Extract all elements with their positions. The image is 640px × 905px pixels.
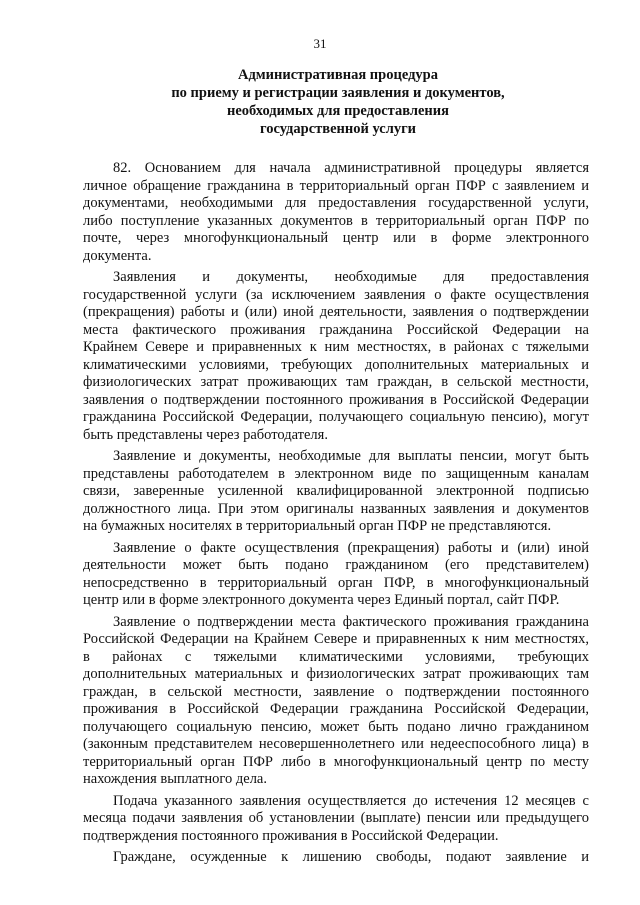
paragraph-line: Заявление о подтверждении места фактического проживания гражданина <box>113 613 589 630</box>
paragraph-line: (законным представителем несовершеннолетнего или недееспособного лица) в <box>83 736 589 752</box>
paragraph-line: 82. Основанием для начала административной процедуры является <box>113 160 589 176</box>
paragraph <box>83 793 589 846</box>
paragraph-line: заявления о подтверждении постоянного проживания в Российской Федерации <box>83 391 589 408</box>
paragraph-line: Подача указанного заявления осуществляется до истечения 12 месяцев с <box>113 792 589 809</box>
paragraph <box>83 614 589 789</box>
paragraph-line: на бумажных носителях в территориальный орган ПФР не представляются. <box>83 518 552 534</box>
title-line: Административная процедура <box>238 67 438 83</box>
paragraph-line: Заявление о факте осуществления (прекращения) работы и (или) иной <box>113 539 589 556</box>
paragraph-line: Крайнем Севере и приравненных к ним местностях, в районах с тяжелыми <box>83 339 589 355</box>
page-number: 31 <box>313 36 327 51</box>
paragraph-line: документа. <box>83 247 152 264</box>
paragraph-line: территориальный орган ПФР либо в многофункциональный центр по месту <box>83 753 589 770</box>
paragraph-line: граждан, в сельской местности, заявление о подтверждении постоянного <box>83 683 589 700</box>
paragraph-line: деятельности может быть подано гражданином (его представителем) <box>83 557 589 573</box>
paragraph-line: либо поступление указанных документов в территориальный орган ПФР по <box>83 212 589 229</box>
paragraph-line: нахождения выплатного дела. <box>83 771 267 787</box>
paragraph-line: подтверждения постоянного проживания в Российской Федерации. <box>83 827 499 844</box>
paragraph-line: Заявления и документы, необходимые для предоставления <box>113 269 589 285</box>
paragraph-line: дополнительных материальных и физиологических затрат проживающих там <box>83 666 589 682</box>
title-line: государственной услуги <box>259 121 417 137</box>
paragraph-line: Заявление и документы, необходимые для выплаты пенсии, могут быть <box>113 448 589 464</box>
section-title <box>90 66 586 138</box>
paragraph-line: личное обращение гражданина в территориальный орган ПФР с заявлением и <box>83 177 589 194</box>
paragraph-line: представлены работодателем в электронном виде по защищенным каналам <box>83 465 589 482</box>
paragraph-line: климатическими условиями, требующих дополнительных материальных и <box>83 356 589 373</box>
paragraph-line: должностного лица. При этом оригиналы названных заявления и документов <box>83 500 589 517</box>
paragraph <box>83 540 589 610</box>
paragraph-line: государственной услуги (за исключением заявления о факте осуществления <box>83 286 589 303</box>
paragraph <box>83 448 589 536</box>
paragraph-line: проживания в Российской Федерации гражданина Российской Федерации, <box>83 701 589 717</box>
paragraph-line: в районах с тяжелыми климатическими условиями, требующих <box>83 648 589 665</box>
paragraph-line: быть представлены через работодателя. <box>83 426 328 443</box>
paragraph-line: места фактического проживания гражданина Российской Федерации на <box>83 321 589 338</box>
paragraph <box>83 269 589 444</box>
paragraph-line: месяца подачи заявления об установлении (выплате) пенсии или предыдущего <box>83 810 589 826</box>
paragraph-line: почте, через многофункциональный центр или в форме электронного <box>83 230 589 246</box>
paragraph-line: непосредственно в территориальный орган ПФР, в многофункциональный <box>83 574 589 591</box>
paragraph-line: (прекращения) работы и (или) иной деятельности, заявления о подтверждении <box>83 304 589 320</box>
title-line: по приему и регистрации заявления и документов, <box>171 85 505 101</box>
title-line: необходимых для предоставления <box>227 103 449 119</box>
body-text <box>83 160 589 871</box>
paragraph-line: Граждане, осужденные к лишению свободы, подают заявление и <box>113 849 589 865</box>
paragraph-line: документами, необходимыми для предоставления государственной услуги, <box>83 195 589 211</box>
paragraph-line: получающего социальную пенсию, может быть подано лично гражданином <box>83 718 589 735</box>
paragraph-line: гражданина Российской Федерации, получающего социальную пенсию), могут <box>83 409 589 425</box>
paragraph-line: центр или в форме электронного документа через Единый портал, сайт ПФР. <box>83 592 560 608</box>
paragraph-line: физиологических затрат проживающих там граждан, в сельской местности, <box>83 374 589 390</box>
paragraph <box>83 160 589 265</box>
paragraph-line: Российской Федерации на Крайнем Севере и приравненных к ним местностях, <box>83 631 589 647</box>
paragraph-line: связи, заверенные усиленной квалифицированной электронной подписью <box>83 483 589 499</box>
paragraph <box>83 849 589 867</box>
